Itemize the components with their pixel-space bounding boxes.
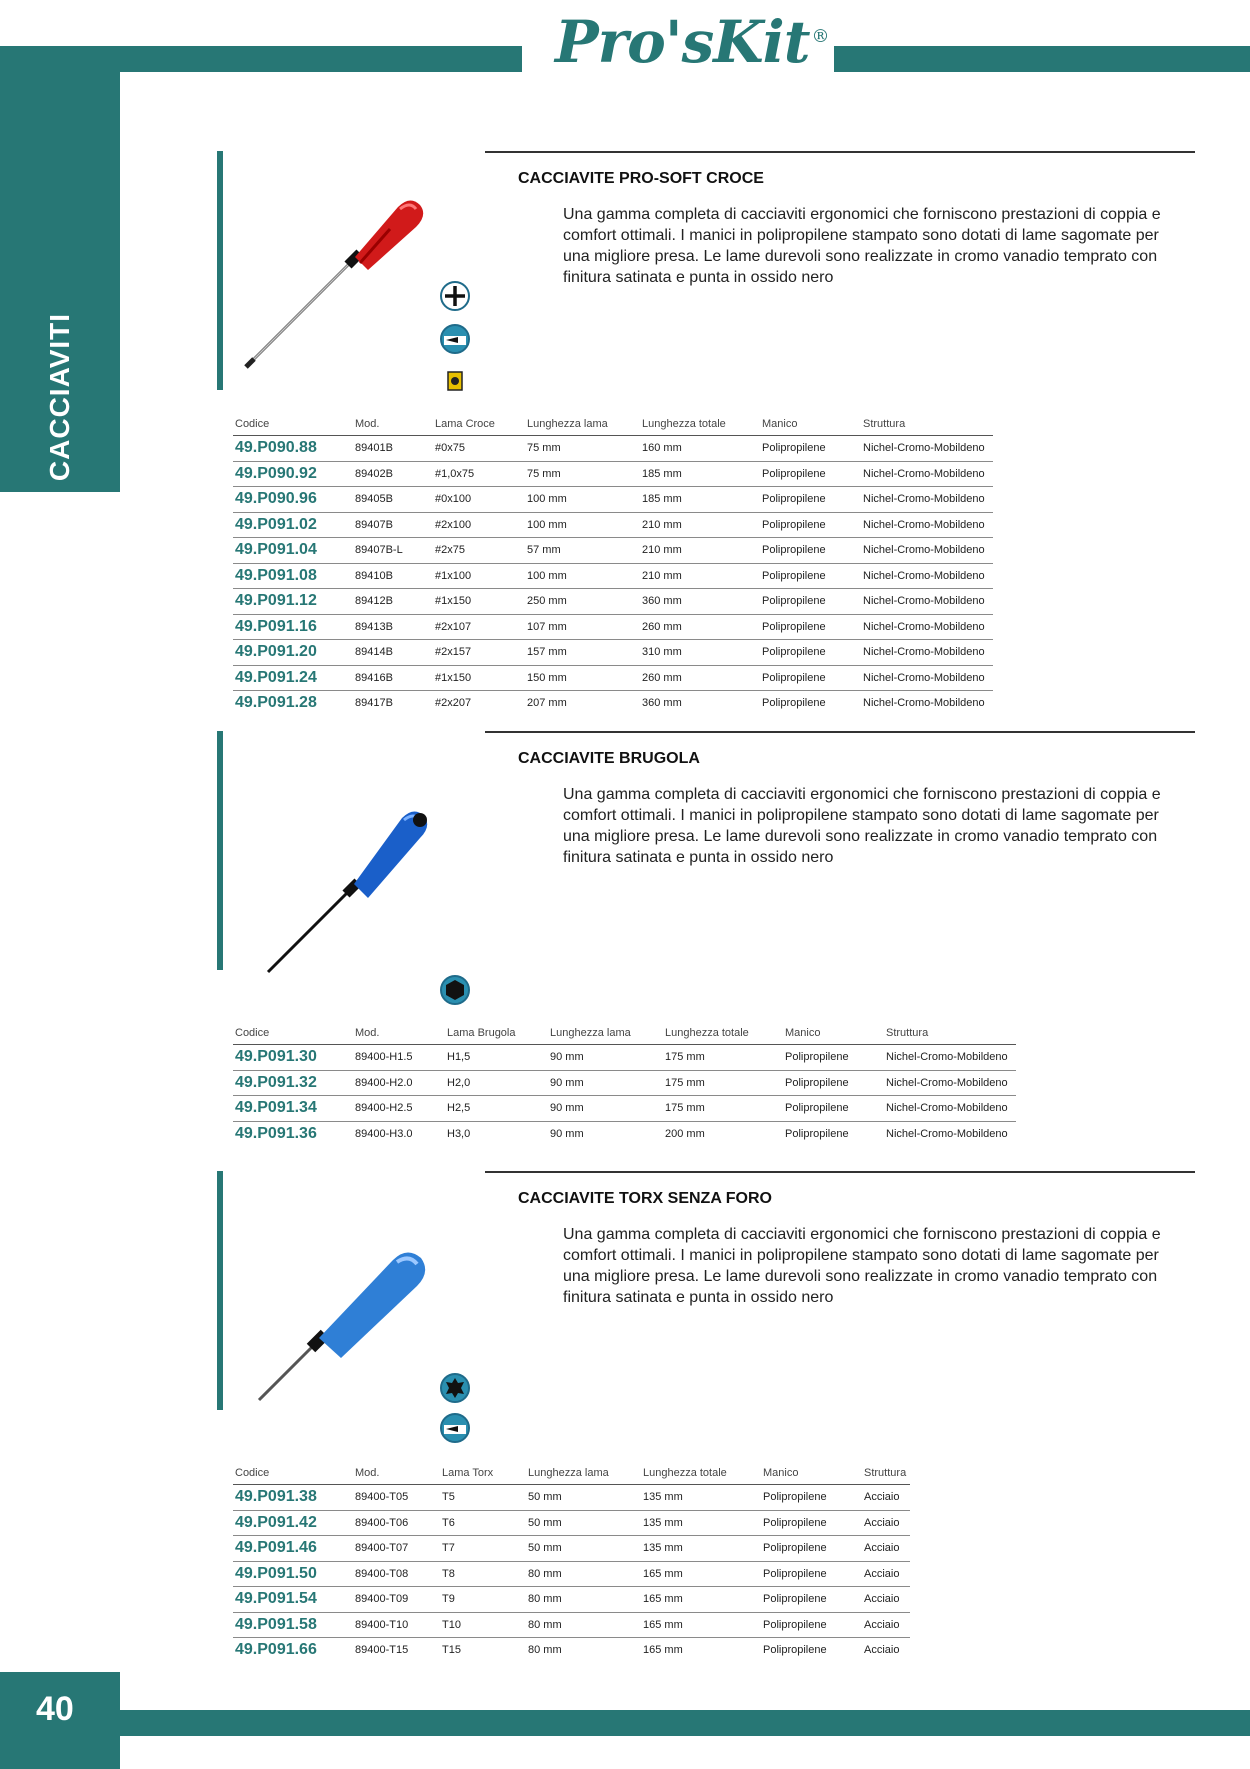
table-cell: 89405B	[353, 487, 433, 513]
table-cell: Polipropilene	[760, 614, 861, 640]
product-code: 49.P090.88	[233, 436, 353, 462]
table-cell: Polipropilene	[761, 1485, 862, 1511]
table-cell: 100 mm	[525, 512, 640, 538]
table-row	[233, 589, 993, 615]
spec-table-torx	[233, 1467, 910, 1663]
table-cell: #2x107	[433, 614, 525, 640]
table-header-row	[233, 1027, 1016, 1045]
table-row	[233, 461, 993, 487]
product-code: 49.P091.54	[233, 1587, 353, 1613]
product-code: 49.P091.34	[233, 1096, 353, 1122]
column-header: Lunghezza totale	[643, 1467, 727, 1479]
magnetic-tip-icon	[440, 1413, 470, 1443]
section-divider	[485, 731, 1195, 733]
table-cell: 80 mm	[526, 1638, 641, 1663]
table-cell: Nichel-Cromo-Mobildeno	[861, 512, 993, 538]
spec-table-brugola	[233, 1027, 1016, 1146]
table-cell: 90 mm	[548, 1070, 663, 1096]
table-cell: 89412B	[353, 589, 433, 615]
product-code: 49.P091.28	[233, 691, 353, 716]
column-header: Struttura	[863, 418, 906, 430]
table-cell: 100 mm	[525, 563, 640, 589]
table-cell: 100 mm	[525, 487, 640, 513]
insulated-icon	[440, 366, 470, 396]
table-row	[233, 1587, 910, 1613]
column-header: Mod.	[355, 1027, 380, 1039]
section-title: CACCIAVITE PRO-SOFT CROCE	[518, 170, 764, 187]
table-cell: Polipropilene	[760, 640, 861, 666]
product-code: 49.P091.12	[233, 589, 353, 615]
table-cell: Nichel-Cromo-Mobildeno	[861, 436, 993, 462]
table-cell: Nichel-Cromo-Mobildeno	[861, 538, 993, 564]
table-cell: 89400-H2.5	[353, 1096, 445, 1122]
table-cell: Nichel-Cromo-Mobildeno	[861, 691, 993, 716]
table-cell: Polipropilene	[760, 538, 861, 564]
table-row	[233, 436, 993, 462]
table-cell: Acciaio	[862, 1612, 910, 1638]
table-cell: T7	[440, 1536, 526, 1562]
table-cell: Polipropilene	[783, 1045, 884, 1071]
table-cell: 185 mm	[640, 461, 760, 487]
table-cell: 89401B	[353, 436, 433, 462]
column-header: Mod.	[355, 1467, 380, 1479]
section-description: Una gamma completa di cacciaviti ergonomici che forniscono prestazioni di coppia e comfort ottimali. I manici in polipropilene stampato sono dotati di lame sagomate per una migliore presa. Le lame durevoli sono realizzate in cromo vanadio temprato con finitura satinata e punta in ossido nero	[563, 206, 1161, 286]
table-row	[233, 1096, 1016, 1122]
table-cell: 207 mm	[525, 691, 640, 716]
table-cell: Acciaio	[862, 1587, 910, 1613]
table-cell: Nichel-Cromo-Mobildeno	[861, 640, 993, 666]
table-cell: 89413B	[353, 614, 433, 640]
table-cell: H3,0	[445, 1121, 548, 1146]
column-header: Codice	[235, 418, 270, 430]
table-cell: 89407B-L	[353, 538, 433, 564]
table-row	[233, 1612, 910, 1638]
table-cell: Polipropilene	[783, 1070, 884, 1096]
table-cell: 50 mm	[526, 1536, 641, 1562]
table-cell: Polipropilene	[760, 563, 861, 589]
product-code: 49.P090.92	[233, 461, 353, 487]
table-cell: Acciaio	[862, 1510, 910, 1536]
table-cell: #1x150	[433, 589, 525, 615]
table-cell: 150 mm	[525, 665, 640, 691]
table-cell: 185 mm	[640, 487, 760, 513]
table-cell: 89414B	[353, 640, 433, 666]
table-cell: 89400-T06	[353, 1510, 440, 1536]
column-header: Manico	[785, 1027, 821, 1039]
table-cell: 89400-T05	[353, 1485, 440, 1511]
table-row	[233, 487, 993, 513]
product-code: 49.P091.08	[233, 563, 353, 589]
table-cell: 175 mm	[663, 1096, 783, 1122]
column-header: Lama Croce	[435, 418, 495, 430]
section-accent-bar	[217, 151, 223, 390]
column-header: Lunghezza lama	[527, 418, 608, 430]
product-code: 49.P091.36	[233, 1121, 353, 1146]
table-cell: H1,5	[445, 1045, 548, 1071]
product-code: 49.P091.38	[233, 1485, 353, 1511]
section-description: Una gamma completa di cacciaviti ergonomici che forniscono prestazioni di coppia e comfort ottimali. I manici in polipropilene stampato sono dotati di lame sagomate per una migliore presa. Le lame durevoli sono realizzate in cromo vanadio temprato con finitura satinata e punta in ossido nero	[563, 1226, 1161, 1306]
table-cell: Polipropilene	[760, 589, 861, 615]
table-cell: Polipropilene	[761, 1536, 862, 1562]
table-row	[233, 691, 993, 716]
table-cell: Polipropilene	[760, 487, 861, 513]
column-header: Lama Torx	[442, 1467, 494, 1479]
column-header: Lunghezza lama	[528, 1467, 609, 1479]
table-cell: Polipropilene	[760, 665, 861, 691]
column-header: Lunghezza totale	[665, 1027, 749, 1039]
table-cell: #0x75	[433, 436, 525, 462]
section-accent-bar	[217, 731, 223, 970]
table-cell: Nichel-Cromo-Mobildeno	[884, 1121, 1016, 1146]
product-code: 49.P091.58	[233, 1612, 353, 1638]
column-header: Lunghezza lama	[550, 1027, 631, 1039]
product-code: 49.P091.02	[233, 512, 353, 538]
table-cell: H2,0	[445, 1070, 548, 1096]
brand-logo: Pro'sKit ®	[555, 8, 829, 76]
table-cell: 260 mm	[640, 614, 760, 640]
table-cell: 89410B	[353, 563, 433, 589]
table-cell: Polipropilene	[761, 1638, 862, 1663]
product-code: 49.P091.42	[233, 1510, 353, 1536]
table-header-row	[233, 1467, 910, 1485]
table-cell: 360 mm	[640, 691, 760, 716]
table-cell: Polipropilene	[761, 1587, 862, 1613]
table-cell: 80 mm	[526, 1612, 641, 1638]
table-cell: Polipropilene	[760, 512, 861, 538]
page-number: 40	[36, 1690, 74, 1728]
table-cell: T9	[440, 1587, 526, 1613]
table-cell: 50 mm	[526, 1485, 641, 1511]
column-header: Struttura	[864, 1467, 907, 1479]
table-cell: 89417B	[353, 691, 433, 716]
category-label: CACCIAVITI	[44, 312, 75, 482]
table-cell: 165 mm	[641, 1612, 761, 1638]
table-cell: Nichel-Cromo-Mobildeno	[884, 1045, 1016, 1071]
table-cell: 89400-T15	[353, 1638, 440, 1663]
table-cell: #1x150	[433, 665, 525, 691]
table-cell: 135 mm	[641, 1510, 761, 1536]
table-row	[233, 563, 993, 589]
table-cell: Nichel-Cromo-Mobildeno	[861, 665, 993, 691]
table-cell: Nichel-Cromo-Mobildeno	[861, 487, 993, 513]
table-cell: Polipropilene	[760, 461, 861, 487]
spec-table-croce	[233, 418, 993, 716]
table-cell: Nichel-Cromo-Mobildeno	[884, 1070, 1016, 1096]
table-cell: 89402B	[353, 461, 433, 487]
table-cell: Polipropilene	[760, 436, 861, 462]
table-cell: #2x157	[433, 640, 525, 666]
product-code: 49.P091.46	[233, 1536, 353, 1562]
table-cell: 210 mm	[640, 512, 760, 538]
category-side-tab	[0, 72, 120, 492]
table-cell: 89400-H1.5	[353, 1045, 445, 1071]
table-cell: Polipropilene	[761, 1561, 862, 1587]
table-cell: Acciaio	[862, 1536, 910, 1562]
table-cell: 89407B	[353, 512, 433, 538]
table-cell: T15	[440, 1638, 526, 1663]
column-header: Codice	[235, 1027, 270, 1039]
column-header: Manico	[763, 1467, 799, 1479]
column-header: Mod.	[355, 418, 380, 430]
table-cell: 89400-H3.0	[353, 1121, 445, 1146]
table-cell: 75 mm	[525, 436, 640, 462]
table-cell: H2,5	[445, 1096, 548, 1122]
column-header: Struttura	[886, 1027, 929, 1039]
table-cell: 89400-T10	[353, 1612, 440, 1638]
table-cell: 89416B	[353, 665, 433, 691]
table-cell: 90 mm	[548, 1096, 663, 1122]
table-cell: 50 mm	[526, 1510, 641, 1536]
table-cell: 90 mm	[548, 1121, 663, 1146]
table-cell: #2x207	[433, 691, 525, 716]
table-row	[233, 1045, 1016, 1071]
table-cell: 310 mm	[640, 640, 760, 666]
section-title: CACCIAVITE TORX SENZA FORO	[518, 1190, 772, 1207]
torx-tip-icon	[440, 1373, 470, 1403]
column-header: Manico	[762, 418, 798, 430]
table-cell: 135 mm	[641, 1536, 761, 1562]
header-bar-left	[0, 46, 522, 72]
table-cell: Acciaio	[862, 1485, 910, 1511]
table-cell: Acciaio	[862, 1561, 910, 1587]
page-number-box	[0, 1672, 120, 1769]
table-cell: Nichel-Cromo-Mobildeno	[884, 1096, 1016, 1122]
table-cell: Polipropilene	[783, 1096, 884, 1122]
magnetic-tip-icon	[440, 324, 470, 354]
product-code: 49.P091.16	[233, 614, 353, 640]
table-cell: Polipropilene	[760, 691, 861, 716]
table-row	[233, 1070, 1016, 1096]
table-cell: #2x75	[433, 538, 525, 564]
column-header: Lama Brugola	[447, 1027, 516, 1039]
footer-bar	[120, 1710, 1250, 1736]
table-cell: #1,0x75	[433, 461, 525, 487]
table-cell: 90 mm	[548, 1045, 663, 1071]
table-cell: T5	[440, 1485, 526, 1511]
table-cell: 250 mm	[525, 589, 640, 615]
table-cell: 200 mm	[663, 1121, 783, 1146]
table-cell: 89400-T07	[353, 1536, 440, 1562]
table-cell: #1x100	[433, 563, 525, 589]
table-cell: 160 mm	[640, 436, 760, 462]
table-cell: T8	[440, 1561, 526, 1587]
table-row	[233, 665, 993, 691]
table-cell: 175 mm	[663, 1070, 783, 1096]
table-cell: #0x100	[433, 487, 525, 513]
table-cell: T10	[440, 1612, 526, 1638]
table-row	[233, 640, 993, 666]
product-code: 49.P091.66	[233, 1638, 353, 1663]
product-code: 49.P091.32	[233, 1070, 353, 1096]
table-cell: 107 mm	[525, 614, 640, 640]
table-cell: Acciaio	[862, 1638, 910, 1663]
table-cell: T6	[440, 1510, 526, 1536]
column-header: Lunghezza totale	[642, 418, 726, 430]
table-row	[233, 614, 993, 640]
table-cell: 165 mm	[641, 1587, 761, 1613]
table-cell: 135 mm	[641, 1485, 761, 1511]
table-cell: 57 mm	[525, 538, 640, 564]
table-row	[233, 538, 993, 564]
header-bar-right	[834, 46, 1250, 72]
table-cell: Nichel-Cromo-Mobildeno	[861, 614, 993, 640]
table-row	[233, 1561, 910, 1587]
table-cell: 260 mm	[640, 665, 760, 691]
table-cell: 157 mm	[525, 640, 640, 666]
table-cell: 175 mm	[663, 1045, 783, 1071]
table-row	[233, 1510, 910, 1536]
table-row	[233, 1485, 910, 1511]
table-cell: Polipropilene	[761, 1510, 862, 1536]
screwdriver-red-image	[240, 185, 440, 375]
section-description: Una gamma completa di cacciaviti ergonomici che forniscono prestazioni di coppia e comfort ottimali. I manici in polipropilene stampato sono dotati di lame sagomate per una migliore presa. Le lame durevoli sono realizzate in cromo vanadio temprato con finitura satinata e punta in ossido nero	[563, 786, 1161, 866]
table-cell: 165 mm	[641, 1561, 761, 1587]
table-cell: #2x100	[433, 512, 525, 538]
product-code: 49.P091.04	[233, 538, 353, 564]
table-cell: 210 mm	[640, 538, 760, 564]
product-code: 49.P091.30	[233, 1045, 353, 1071]
product-code: 49.P090.96	[233, 487, 353, 513]
table-cell: 75 mm	[525, 461, 640, 487]
table-row	[233, 1638, 910, 1663]
table-cell: Nichel-Cromo-Mobildeno	[861, 563, 993, 589]
table-cell: Nichel-Cromo-Mobildeno	[861, 589, 993, 615]
hex-tip-icon	[440, 975, 470, 1005]
table-cell: 89400-H2.0	[353, 1070, 445, 1096]
product-code: 49.P091.50	[233, 1561, 353, 1587]
table-cell: 80 mm	[526, 1561, 641, 1587]
table-row	[233, 1121, 1016, 1146]
section-title: CACCIAVITE BRUGOLA	[518, 750, 700, 767]
table-cell: 80 mm	[526, 1587, 641, 1613]
section-accent-bar	[217, 1171, 223, 1410]
table-header-row	[233, 418, 993, 436]
product-code: 49.P091.24	[233, 665, 353, 691]
table-cell: 360 mm	[640, 589, 760, 615]
table-cell: Nichel-Cromo-Mobildeno	[861, 461, 993, 487]
phillips-tip-icon	[440, 281, 470, 311]
screwdriver-blue-torx-image	[255, 1240, 435, 1410]
table-cell: 165 mm	[641, 1638, 761, 1663]
table-cell: 89400-T09	[353, 1587, 440, 1613]
screwdriver-blue-hex-image	[262, 800, 442, 980]
section-divider	[485, 1171, 1195, 1173]
table-cell: 89400-T08	[353, 1561, 440, 1587]
table-cell: Polipropilene	[783, 1121, 884, 1146]
table-cell: 210 mm	[640, 563, 760, 589]
product-code: 49.P091.20	[233, 640, 353, 666]
table-row	[233, 1536, 910, 1562]
table-row	[233, 512, 993, 538]
table-cell: Polipropilene	[761, 1612, 862, 1638]
section-divider	[485, 151, 1195, 153]
column-header: Codice	[235, 1467, 270, 1479]
